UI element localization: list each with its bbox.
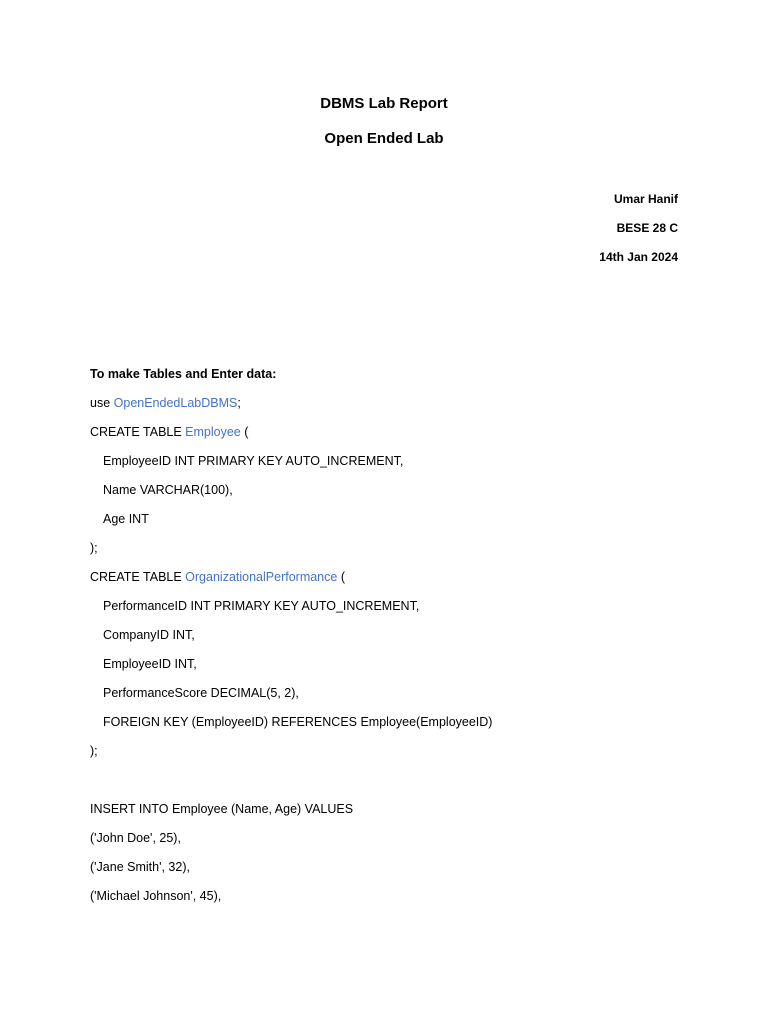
sql-keyword: CREATE TABLE: [90, 425, 186, 439]
code-line: EmployeeID INT PRIMARY KEY AUTO_INCREMENT,: [103, 454, 404, 468]
table-name-employee: Employee: [185, 425, 241, 439]
report-subtitle: Open Ended Lab: [324, 130, 444, 147]
report-title: DBMS Lab Report: [320, 95, 448, 112]
code-line-value-row: ('Michael Johnson', 45),: [90, 889, 222, 903]
sql-keyword: use: [90, 396, 114, 410]
code-line: EmployeeID INT,: [103, 657, 197, 671]
sql-punct: (: [337, 570, 345, 584]
code-line: Age INT: [103, 512, 149, 526]
code-line: FOREIGN KEY (EmployeeID) REFERENCES Employee(EmployeeID): [103, 715, 493, 729]
section-heading: To make Tables and Enter data:: [90, 367, 277, 381]
sql-punct: (: [240, 425, 249, 439]
author-name: Umar Hanif: [613, 192, 678, 206]
document-body: [90, 365, 710, 916]
code-line: PerformanceID INT PRIMARY KEY AUTO_INCREMENT,: [103, 599, 420, 613]
code-line-value-row: ('John Doe', 25),: [90, 831, 181, 845]
database-name: OpenEndedLabDBMS: [113, 396, 238, 410]
report-date: 14th Jan 2024: [599, 250, 678, 264]
code-line: );: [90, 744, 98, 758]
sql-keyword: CREATE TABLE: [90, 570, 186, 584]
code-line-use: [90, 394, 710, 423]
blank-line: [90, 771, 710, 800]
code-line: PerformanceScore DECIMAL(5, 2),: [103, 686, 299, 700]
table-name-performance: OrganizationalPerformance: [185, 570, 338, 584]
code-line-create-employee: [90, 423, 710, 452]
author-class: BESE 28 C: [616, 221, 678, 235]
code-line-value-row: ('Jane Smith', 32),: [90, 860, 190, 874]
author-block: [599, 190, 678, 277]
sql-punct: ;: [237, 396, 241, 410]
code-line: );: [90, 541, 98, 555]
code-line: CompanyID INT,: [103, 628, 195, 642]
code-line-create-performance: [90, 568, 710, 597]
code-line: Name VARCHAR(100),: [103, 483, 233, 497]
code-line-insert: INSERT INTO Employee (Name, Age) VALUES: [90, 802, 354, 816]
